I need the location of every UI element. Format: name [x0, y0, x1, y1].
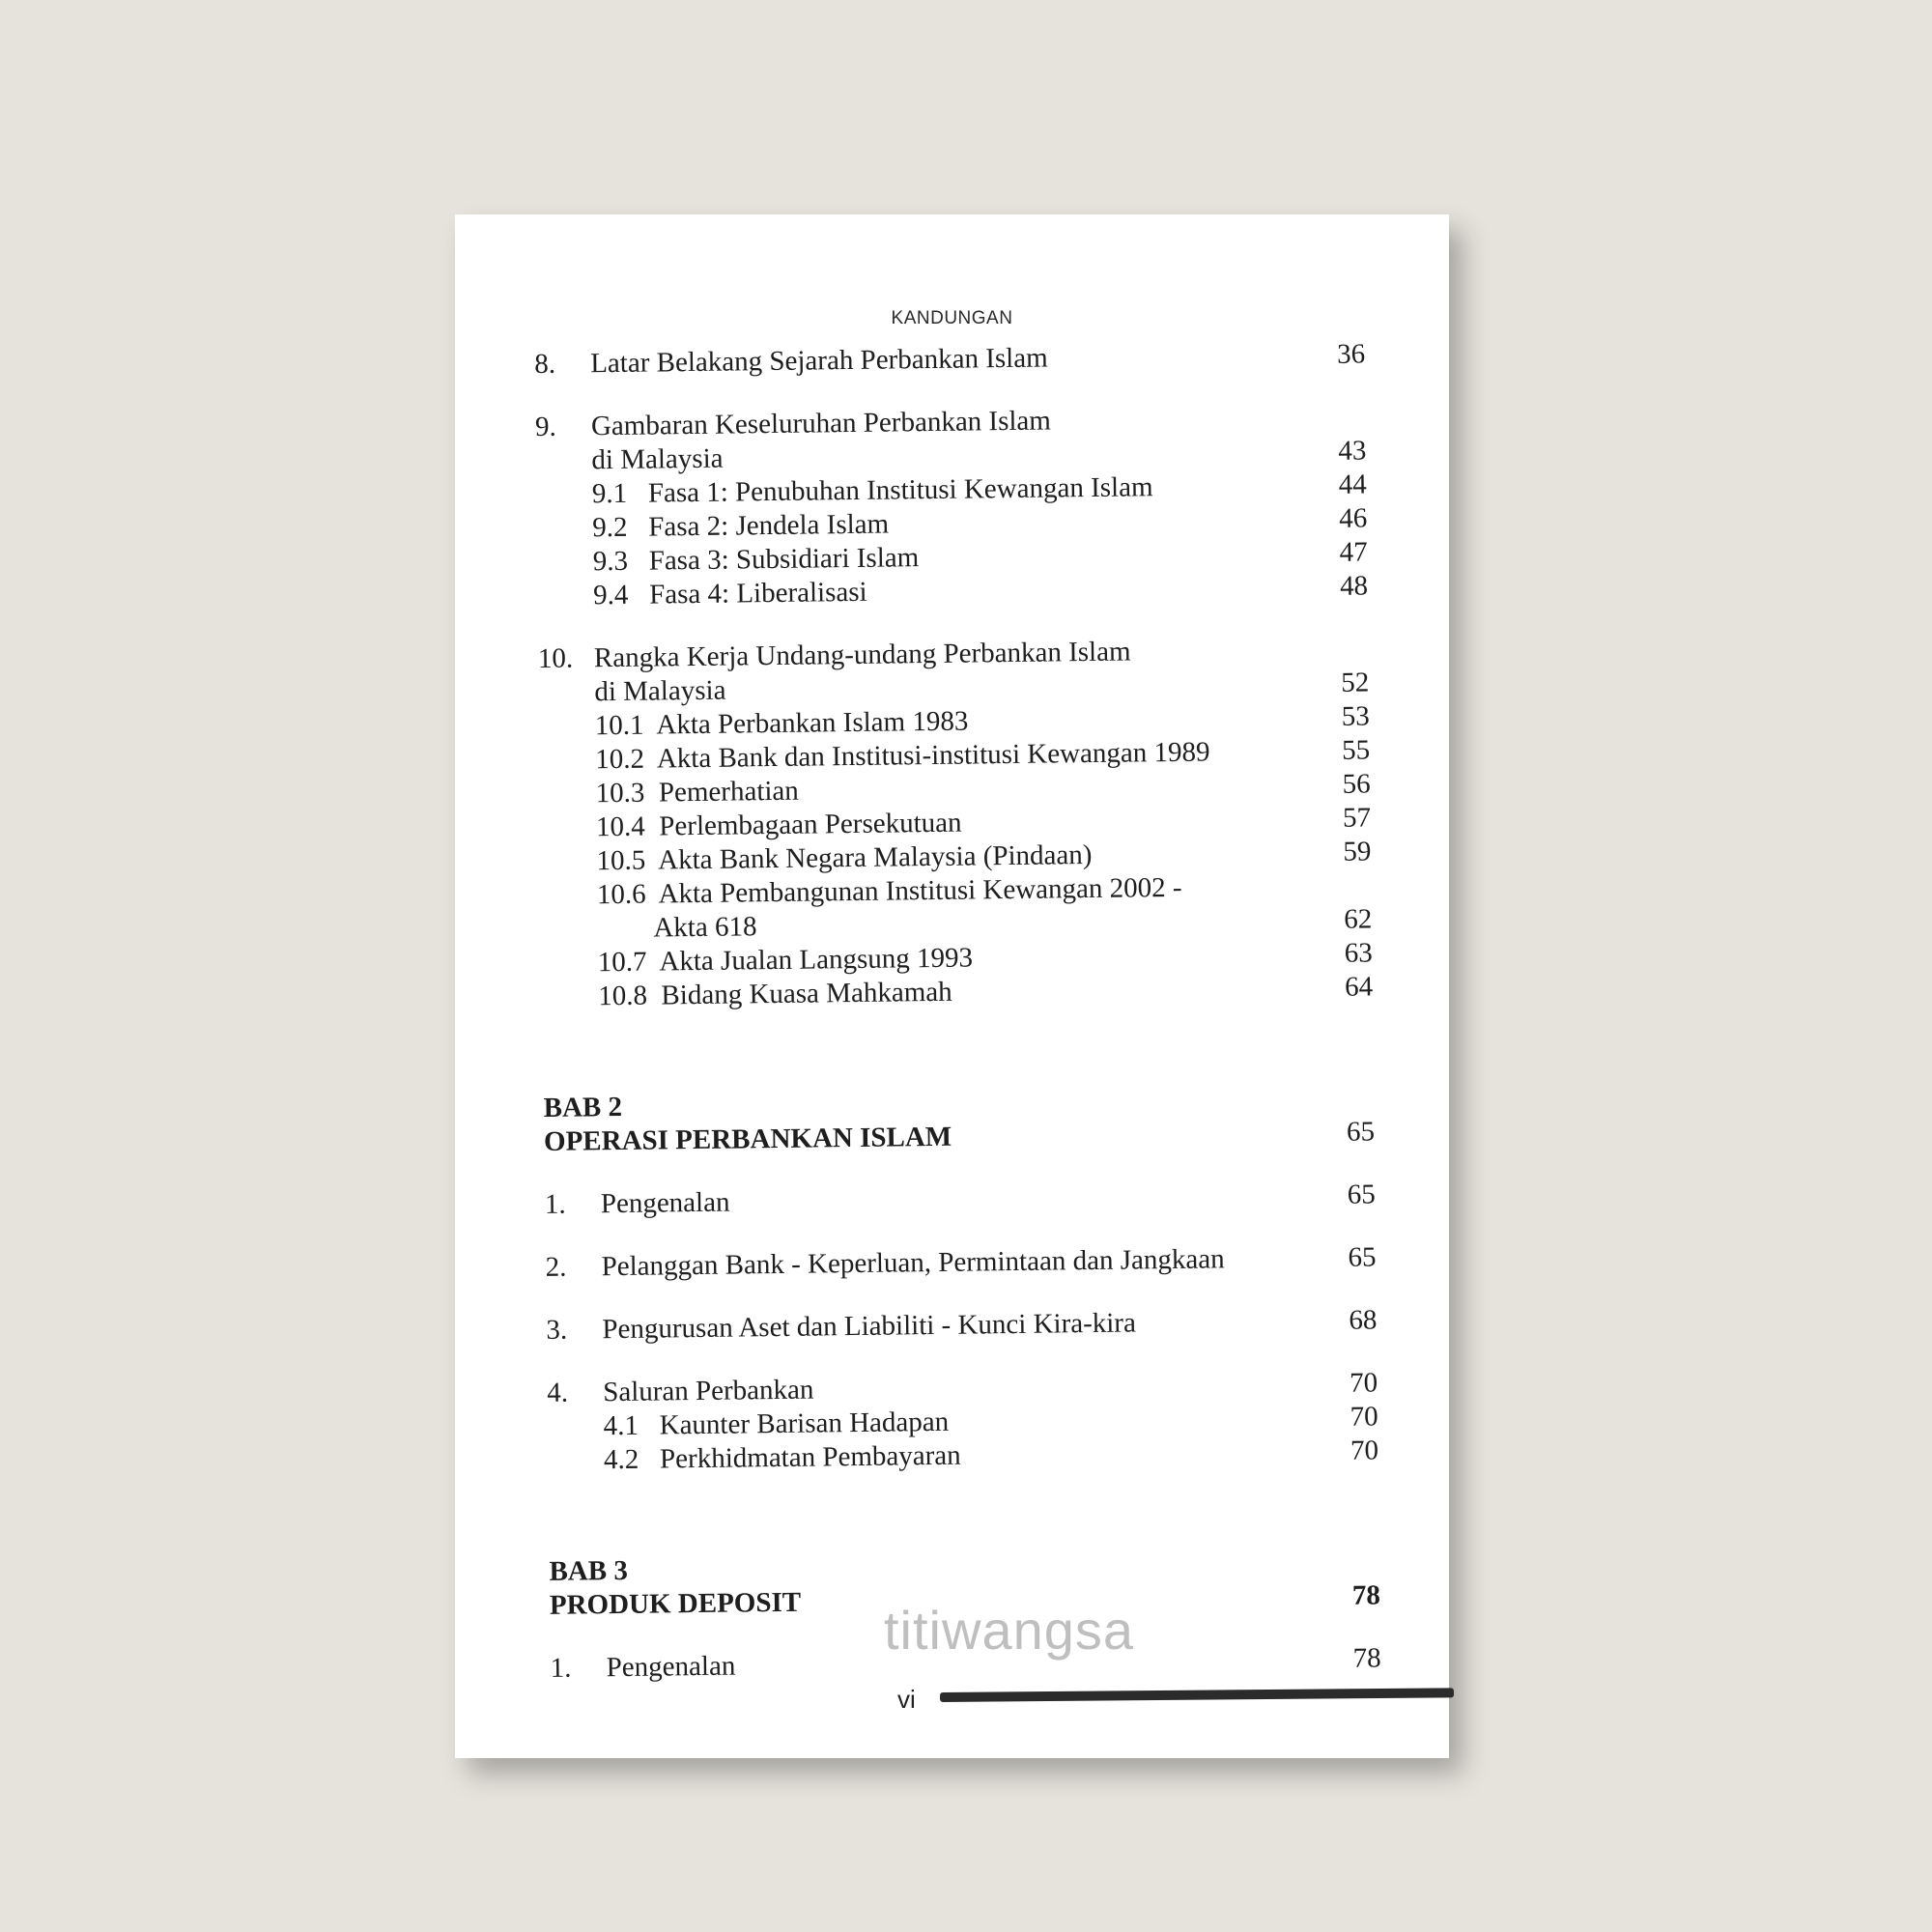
chapter-label: BAB 3: [549, 1554, 629, 1587]
toc-entry-bab2-3: 3. Pengurusan Aset dan Liabiliti - Kunci Kira-kira 68: [546, 1304, 1378, 1346]
chapter-2-heading: [543, 1081, 1375, 1159]
chapter-title: PRODUK DEPOSIT: [549, 1586, 802, 1621]
toc-subentry-10-1: 10.1 Akta Perbankan Islam 1983 53: [594, 700, 1370, 742]
toc-subentry-9-4: 9.4 Fasa 4: Liberalisasi 48: [592, 570, 1369, 611]
toc-subentry-9-3: 9.3 Fasa 3: Subsidiari Islam 47: [592, 536, 1368, 578]
toc-subentry-10-6: 10.6 Akta Pembangunan Institusi Kewangan 2002 -: [596, 871, 1182, 911]
toc-entry-bab3-1: 1. Pengenalan 78: [550, 1642, 1381, 1684]
toc-subentry-10-6-continued: Akta 618 62: [653, 903, 1373, 944]
toc-subentry-9-1: 9.1 Fasa 1: Penubuhan Institusi Kewangan Islam 44: [591, 469, 1367, 510]
entry-title-continued: di Malaysia: [591, 442, 724, 476]
entry-title-continued: di Malaysia: [594, 674, 726, 708]
page-number: 36: [1336, 338, 1366, 370]
page-number: 43: [1338, 435, 1367, 467]
toc-entry-9: [535, 400, 1369, 612]
table-of-contents: [534, 337, 1381, 1685]
page-number: 78: [1351, 1579, 1381, 1611]
chapter-title: OPERASI PERBANKAN ISLAM: [543, 1121, 952, 1157]
toc-subentry-4-1: 4.1 Kaunter Barisan Hadapan 70: [603, 1401, 1378, 1442]
entry-title: Rangka Kerja Undang-undang Perbankan Islam: [593, 636, 1131, 674]
toc-entry-bab2-2: 2. Pelanggan Bank - Keperluan, Permintaan dan Jangkaan 65: [545, 1241, 1377, 1283]
toc-subentry-4-2: 4.2 Perkhidmatan Pembayaran 70: [603, 1435, 1379, 1476]
toc-entry-bab2-1: 1. Pengenalan 65: [544, 1179, 1376, 1220]
toc-subentry-10-8: 10.8 Bidang Kuasa Mahkamah 64: [598, 971, 1374, 1012]
toc-subentry-10-3: 10.3 Pemerhatian 56: [595, 768, 1371, 810]
toc-entry-bab2-4: 4. Saluran Perbankan 70 4.1 Kaunter Barisan Hadapan 70 4.2 Perkhidmatan Pembayaran 70: [547, 1366, 1378, 1477]
running-header: KANDUNGAN: [891, 308, 1013, 328]
toc-subentry-10-2: 10.2 Akta Bank dan Institusi-institusi Kewangan 1989 55: [595, 734, 1371, 776]
entry-title: Gambaran Keseluruhan Perbankan Islam: [590, 405, 1052, 442]
page-number: 52: [1341, 667, 1370, 698]
entry-number: 8.: [534, 348, 556, 380]
toc-entry-10: [538, 632, 1374, 1013]
toc-subentry-10-5: 10.5 Akta Bank Negara Malaysia (Pindaan) 59: [596, 836, 1372, 877]
entry-number: 10.: [537, 642, 574, 674]
toc-subentry-9-2: 9.2 Fasa 2: Jendela Islam 46: [592, 502, 1368, 544]
entry-number: 9.: [534, 411, 556, 442]
chapter-label: BAB 2: [543, 1091, 623, 1123]
watermark: titiwangsa: [884, 1600, 1135, 1661]
toc-subentry-10-7: 10.7 Akta Jualan Langsung 1993 63: [597, 937, 1373, 979]
book-page: [455, 214, 1449, 1758]
page-folio: vi: [897, 1685, 916, 1714]
page-number: 65: [1346, 1116, 1376, 1148]
entry-title: Latar Belakang Sejarah Perbankan Islam: [590, 342, 1048, 380]
toc-subentry-10-4: 10.4 Perlembagaan Persekutuan 57: [595, 802, 1372, 843]
